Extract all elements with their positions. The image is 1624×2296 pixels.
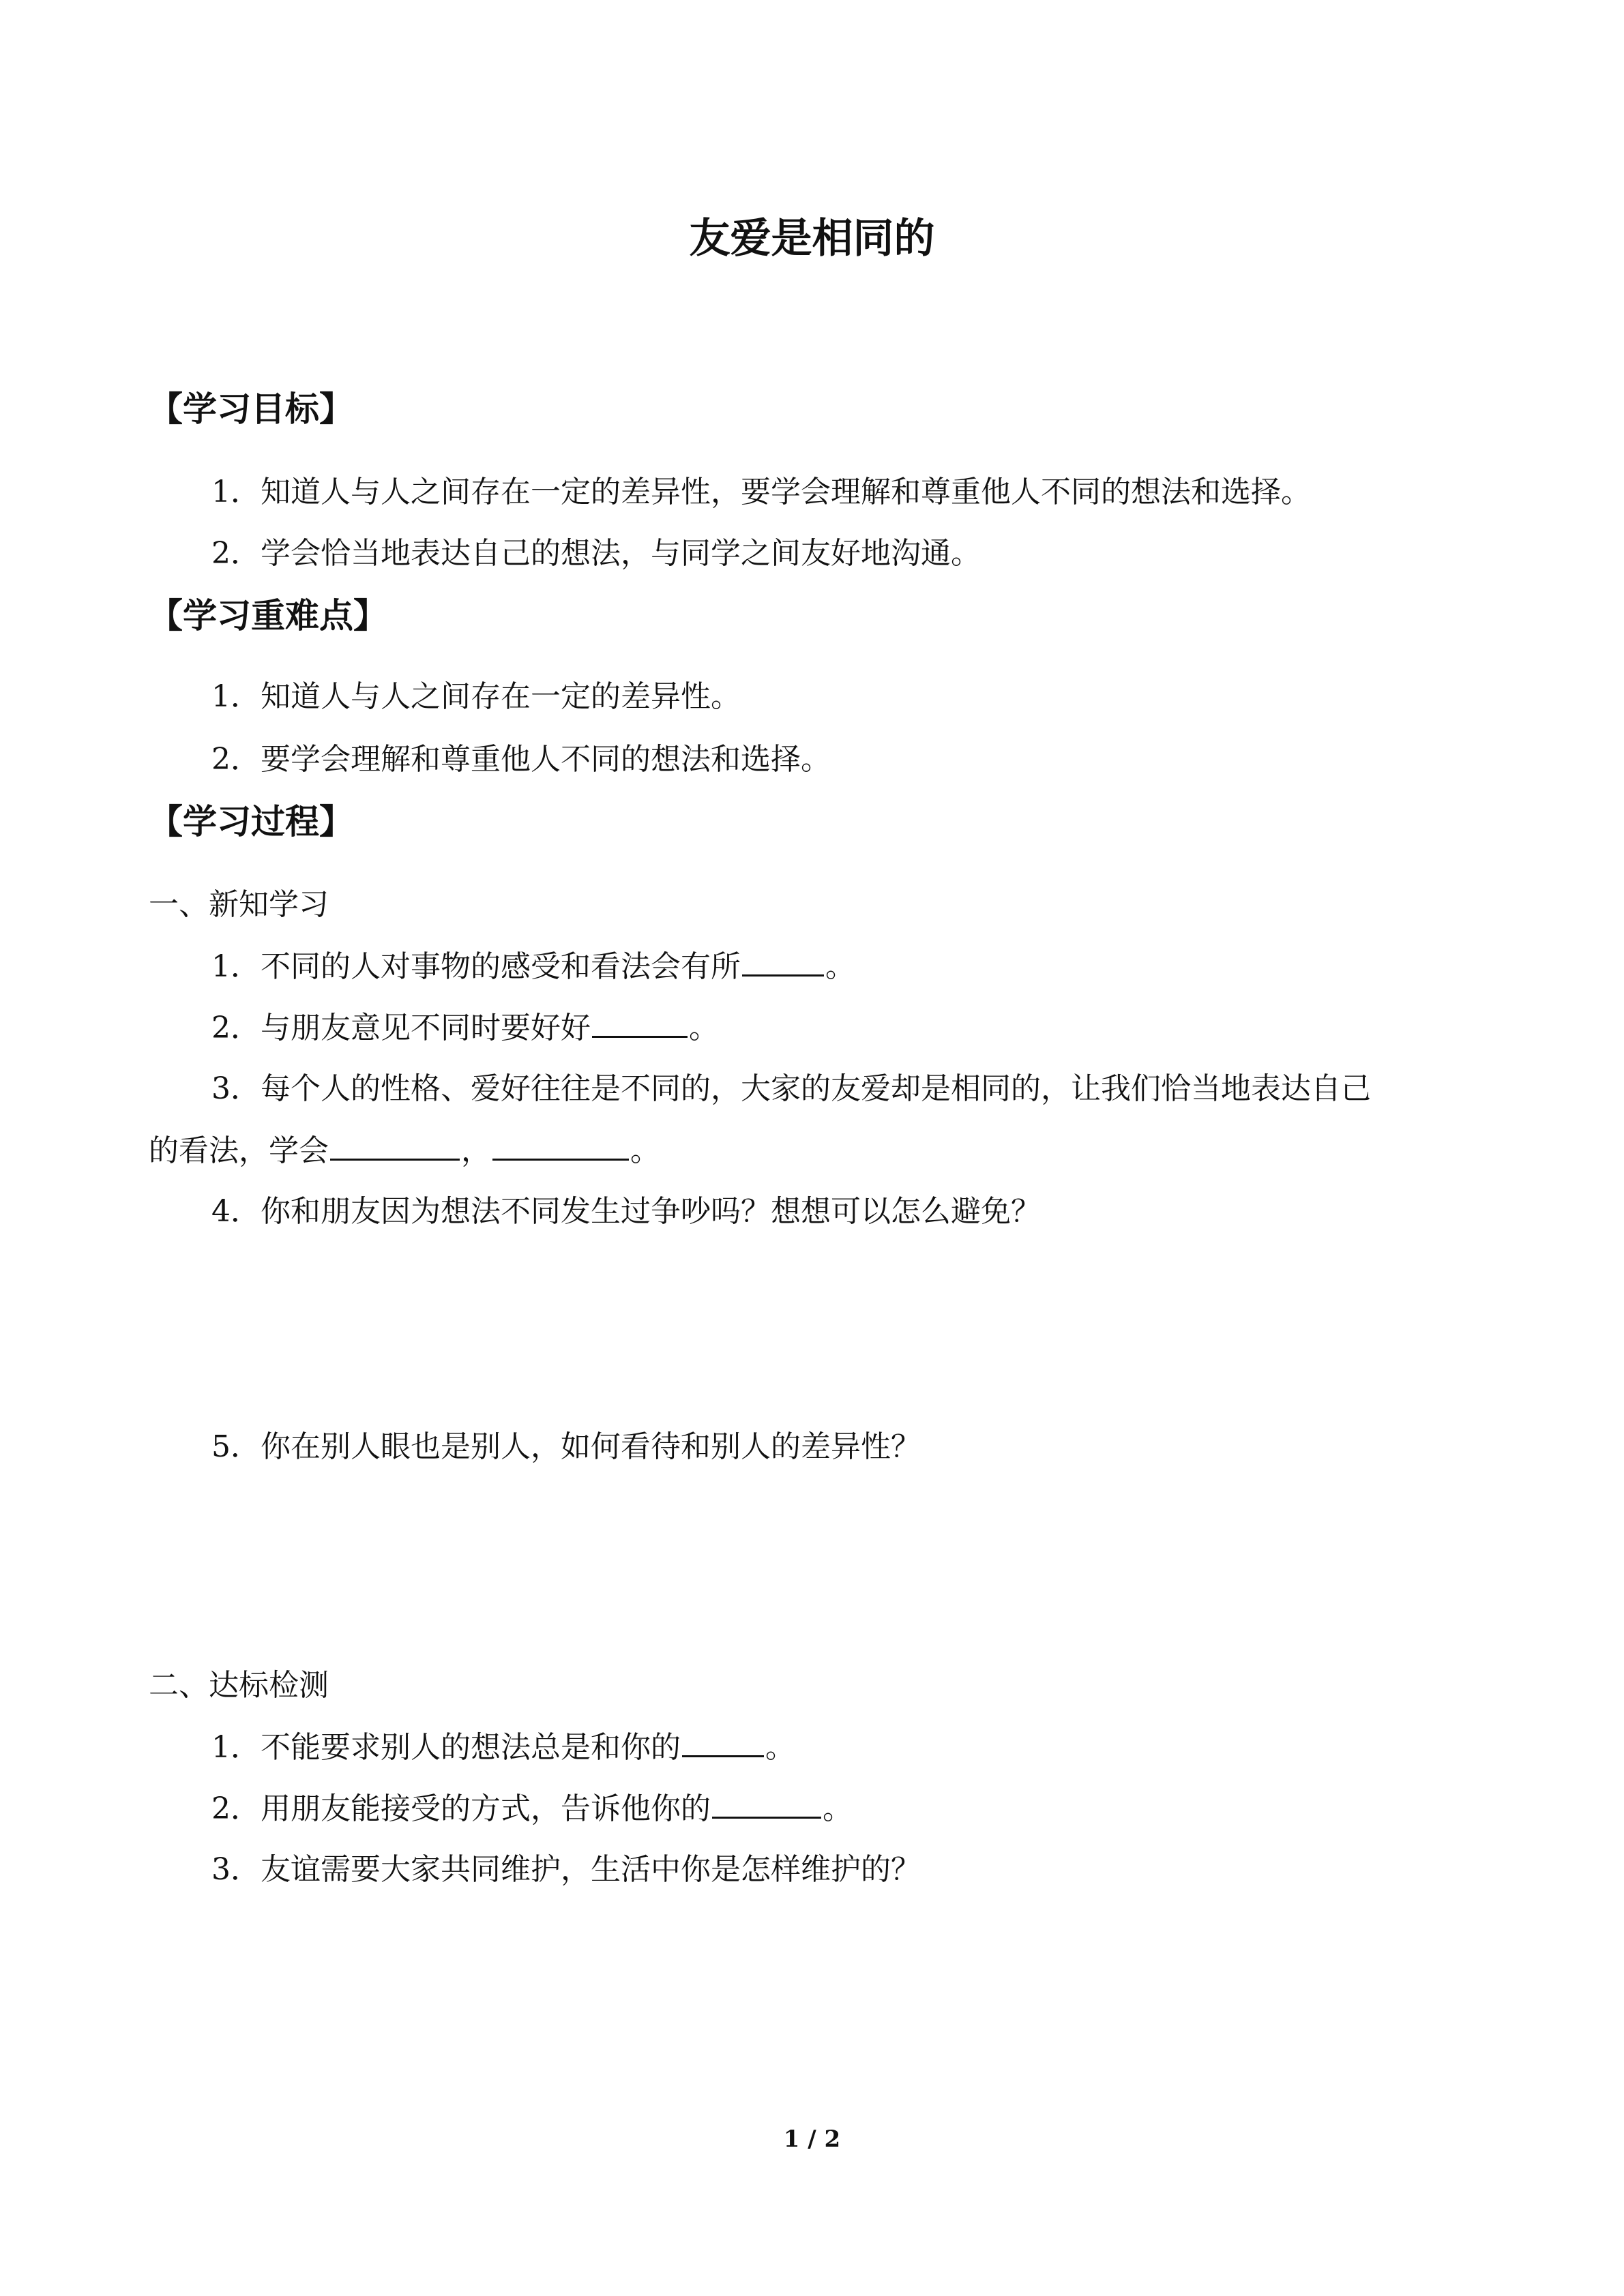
question-text: 2．用朋友能接受的方式，告诉他你的 xyxy=(211,1791,711,1826)
part1-question-2 xyxy=(211,1006,719,1050)
part1-question-5: 5．你在别人眼也是别人，如何看待和别人的差异性？ xyxy=(211,1429,921,1464)
part2-heading: 二、达标检测 xyxy=(149,1668,329,1703)
objective-item-2: 2．学会恰当地表达自己的想法，与同学之间友好地沟通。 xyxy=(211,536,981,571)
part1-question-1 xyxy=(211,944,855,989)
question-text-end: 。 xyxy=(689,1011,719,1045)
question-text: 2．与朋友意见不同时要好好 xyxy=(211,1011,591,1045)
part2-question-2 xyxy=(211,1787,853,1831)
question-text: 1．不能要求别人的想法总是和你的 xyxy=(211,1730,681,1765)
answer-blank[interactable] xyxy=(682,1725,764,1757)
part1-question-4: 4．你和朋友因为想法不同发生过争吵吗？想想可以怎么避免？ xyxy=(211,1194,1041,1229)
answer-blank[interactable] xyxy=(592,1006,688,1038)
objective-item-1: 1．知道人与人之间存在一定的差异性，要学会理解和尊重他人不同的想法和选择。 xyxy=(211,475,1311,509)
key-point-item-1: 1．知道人与人之间存在一定的差异性。 xyxy=(211,679,741,714)
question-text-end: 。 xyxy=(630,1133,660,1168)
question-text-end: 。 xyxy=(825,949,855,984)
question-text: 1．不同的人对事物的感受和看法会有所 xyxy=(211,949,741,984)
answer-blank[interactable] xyxy=(712,1787,821,1819)
page-title: 友爱是相同的 xyxy=(689,215,935,263)
part1-question-3-line-2 xyxy=(149,1129,660,1173)
answer-blank[interactable] xyxy=(492,1129,629,1161)
question-text-end: 。 xyxy=(823,1791,853,1826)
answer-blank[interactable] xyxy=(742,944,824,976)
key-point-item-2: 2．要学会理解和尊重他人不同的想法和选择。 xyxy=(211,742,831,777)
process-heading: 【学习过程】 xyxy=(149,802,353,841)
part1-heading: 一、新知学习 xyxy=(149,887,329,922)
part2-question-1 xyxy=(211,1725,795,1770)
key-points-heading: 【学习重难点】 xyxy=(149,596,387,636)
question-text-separator: ， xyxy=(461,1133,491,1168)
page-number: 1 / 2 xyxy=(783,2126,841,2153)
answer-blank[interactable] xyxy=(330,1129,460,1161)
part1-question-3-line-1: 3．每个人的性格、爱好往往是不同的，大家的友爱却是相同的，让我们恰当地表达自己 xyxy=(211,1071,1371,1106)
question-text-end: 。 xyxy=(765,1730,795,1765)
part2-question-3: 3．友谊需要大家共同维护，生活中你是怎样维护的？ xyxy=(211,1852,921,1887)
objectives-heading: 【学习目标】 xyxy=(149,389,353,429)
question-text: 的看法，学会 xyxy=(149,1133,329,1168)
